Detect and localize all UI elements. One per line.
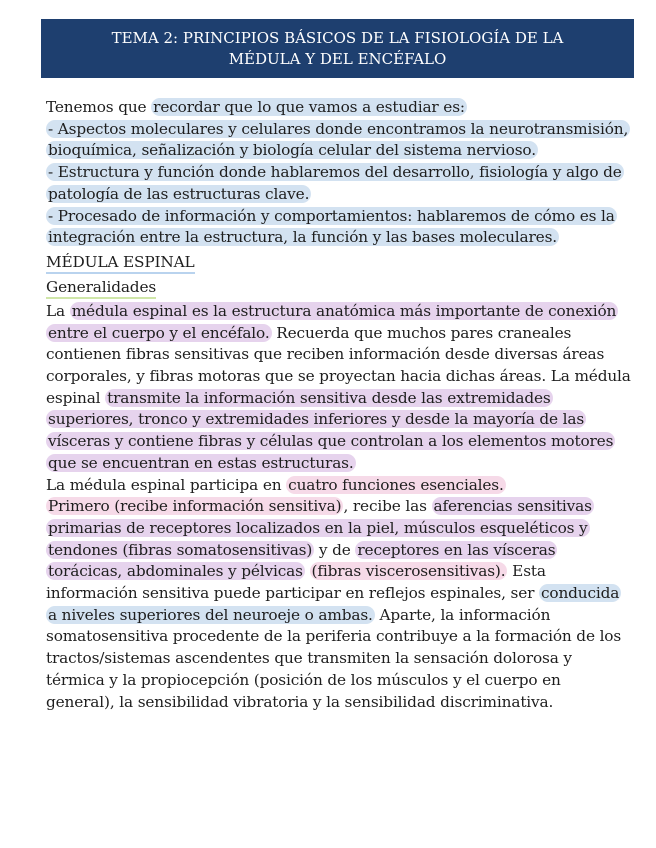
subheading-wrap bbox=[46, 277, 632, 299]
body-highlight: receptores en las vísceras torácicas, abdominales y pélvicas bbox=[48, 540, 556, 581]
body-highlight: (fibras viscerosensitivas). bbox=[311, 562, 506, 581]
section-heading: MÉDULA ESPINAL bbox=[46, 253, 195, 274]
body-highlight: cuatro funciones esenciales. bbox=[288, 475, 504, 494]
chapter-title-line-2: MÉDULA Y DEL ENCÉFALO bbox=[228, 49, 447, 68]
body-text: La médula espinal participa en bbox=[46, 475, 287, 494]
body-text: , recibe las bbox=[343, 497, 432, 516]
chapter-title-line-1: TEMA 2: PRINCIPIOS BÁSICOS DE LA FISIOLOGÍA DE LA bbox=[111, 28, 564, 47]
body-highlight: aferencias sensitivas primarias de receptores localizados en la piel, músculos esqueléticos y tendones (fibras somatosensitivas) bbox=[48, 497, 592, 559]
body-highlight: Primero (recibe información sensitiva) bbox=[48, 497, 342, 516]
body-text: La bbox=[46, 301, 70, 320]
subsection-heading: Generalidades bbox=[46, 278, 156, 299]
section-heading-wrap bbox=[46, 252, 632, 274]
intro-lead: Tenemos que bbox=[46, 98, 152, 116]
intro-item-3: - Procesado de información y comportamientos: hablaremos de cómo es la integración entre la estructura, la función y las bases moleculares. bbox=[48, 206, 615, 247]
body-text: Esta información sensitiva puede participar en reflejos espinales, ser bbox=[46, 562, 546, 603]
body-highlight: conducida a niveles superiores del neuroeje o ambas. bbox=[48, 584, 620, 624]
body-paragraph-1 bbox=[46, 301, 632, 713]
body-text: Recuerda que muchos pares craneales contienen fibras sensitivas que reciben información desde diversas áreas corporales, y fibras motoras que se proyectan hacia dichas áreas. La médula espinal bbox=[46, 323, 631, 407]
intro-item-2: - Estructura y función donde hablaremos del desarrollo, fisiología y algo de patología de las estructuras clave. bbox=[48, 163, 622, 203]
document-body bbox=[46, 97, 632, 713]
intro-paragraph bbox=[46, 97, 632, 249]
chapter-title-banner bbox=[41, 19, 634, 78]
body-highlight: médula espinal es la estructura anatómica más importante de conexión entre el cuerpo y el encéfalo. bbox=[48, 301, 617, 342]
body-text: Aparte, la información somatosensitiva procedente de la periferia contribuye a la formación de los tractos/sistemas ascendentes que transmiten la sensación dolorosa y térmica y la propiocepción (posición de los músculos y el cuerpo en general), la sensibilidad vibratoria y la sensibilidad discriminativa. bbox=[46, 605, 622, 711]
body-text: y de bbox=[314, 540, 356, 559]
intro-item-1: - Aspectos moleculares y celulares donde encontramos la neurotransmisión, bioquímica, señalización y biología celular del sistema nervioso. bbox=[48, 119, 629, 160]
body-highlight: transmite la información sensitiva desde las extremidades superiores, tronco y extremidades inferiores y desde la mayoría de las vísceras y contiene fibras y células que controlan a los elementos motores que se encuentran en estas estructuras. bbox=[48, 388, 614, 472]
intro-lead-highlight: recordar que lo que vamos a estudiar es: bbox=[153, 98, 465, 116]
